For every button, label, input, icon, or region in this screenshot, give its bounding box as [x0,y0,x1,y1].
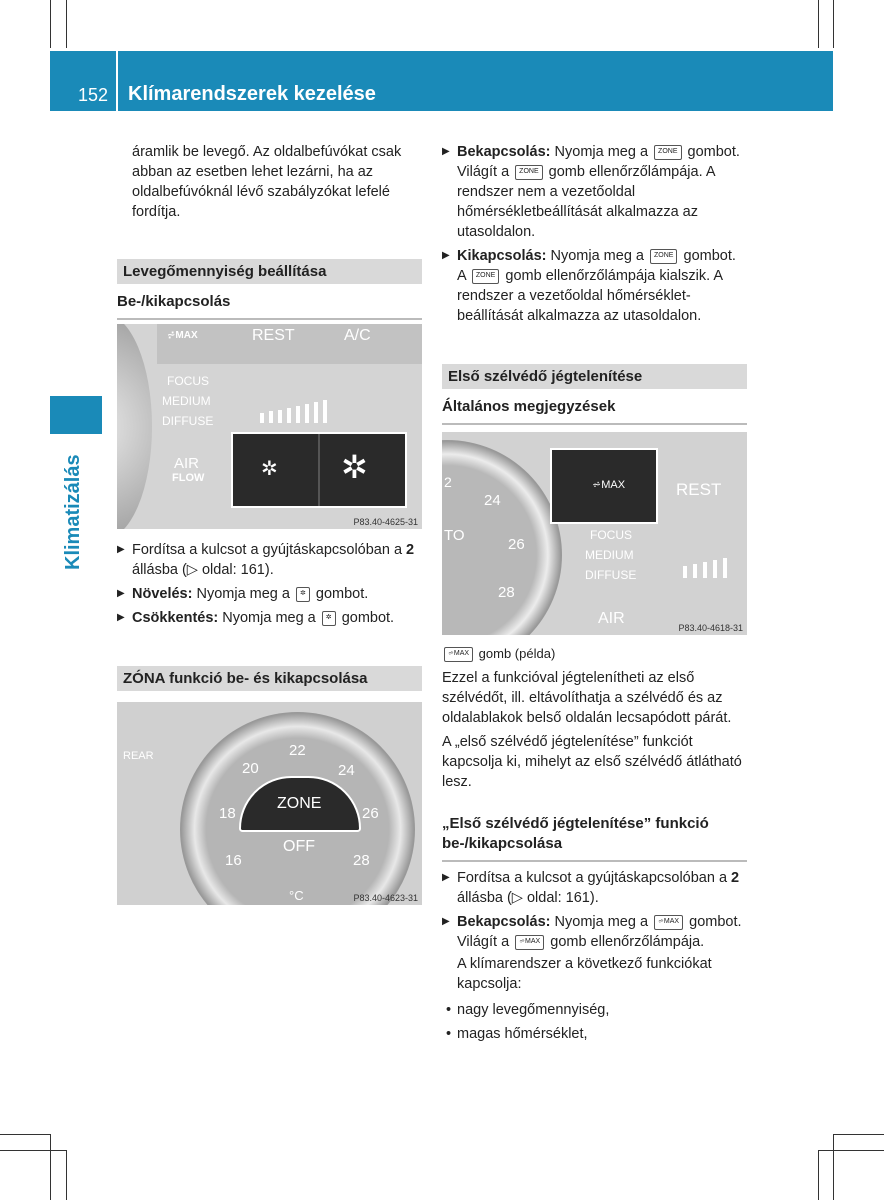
celsius-unit: °C [289,888,304,903]
zone-button-icon: ZONE [654,145,681,160]
temp-24: 24 [338,762,355,779]
focus-label: FOCUS [167,374,209,388]
dot-list-item: • magas hőmérséklet, [442,1024,747,1044]
crop-mark [833,1134,884,1135]
defrost-max-button-icon: ⩫MAX [654,915,683,930]
fan-increase-button-icon: ✲ [296,587,310,602]
climate-panel-photo-1 [117,324,422,529]
crop-mark [66,0,67,48]
bullet-item: ▶ Csökkentés: Nyomja meg a ✲ gombot. [117,608,422,628]
photo-caption: ⩫MAX gomb (példa) [442,644,747,664]
right-lower-column [442,644,747,1044]
zone-panel-photo [117,702,422,905]
focus-label: FOCUS [590,528,632,542]
defrost-max-icon: ⩫ [167,330,176,341]
temp-24: 24 [484,492,501,509]
photo-code: P83.40-4618-31 [678,623,743,633]
bullet-item: ▶ Fordítsa a kulcsot a gyújtáskapcsolóban a 2 állásba (▷ oldal: 161). [442,868,747,908]
medium-label: MEDIUM [162,394,211,408]
max-label: MAX [601,479,626,491]
rest-label: REST [252,327,295,344]
crop-mark [818,0,819,48]
intro-paragraph: áramlik be levegő. Az oldalbefúvókat csak abban az esetben lehet lezárni, ha az oldalbefúvóknál lévő szabályzókat lefelé fordítja. [132,144,402,220]
dot-list-item: • nagy levegőmennyiség, [442,1000,747,1020]
temp-16: 16 [225,852,242,869]
temp-28: 28 [353,852,370,869]
temp-26: 26 [362,805,379,822]
bullet-continuation: Világít a ZONE gomb ellenőrzőlámpája. A rendszer nem a vezetőoldal hőmérsékletbeállítását alkalmazza az utasoldalon. [457,164,715,240]
temp-2: 2 [444,474,452,490]
page-number: 152 [78,85,109,105]
zone-label: ZONE [277,795,322,812]
subsection-heading: Általános megjegyzések [442,397,747,425]
crop-mark [66,1150,67,1200]
defrost-button-highlight [550,448,658,524]
bullet-continuation: Világít a ⩫MAX gomb ellenőrzőlámpája. [457,934,705,950]
air-label: AIR [598,610,625,627]
ac-label: A/C [344,327,371,344]
bullet-continuation: A ZONE gomb ellenőrzőlámpája kialszik. A rendszer a vezetőoldal hőmérséklet-beállítását alkalmazza az utasoldalon. [457,268,723,324]
defrost-max-icon: ⩫ [592,479,602,491]
off-label: OFF [283,838,315,855]
fan-buttons-highlight [231,432,407,508]
page-header [50,51,833,111]
section-heading: ZÓNA funkció be- és kikapcsolása [117,666,422,691]
rear-label: REAR [123,750,154,762]
bullet-continuation: A klímarendszer a következő funkciókat kapcsolja: [457,956,712,992]
section-heading: „Első szélvédő jégtelenítése” funkció be-/kikapcsolása [442,814,747,862]
subsection-heading: Be-/kikapcsolás [117,292,422,320]
crop-mark [0,1134,50,1135]
diffuse-label: DIFFUSE [162,414,214,428]
zone-button-icon: ZONE [650,249,677,264]
fan-decrease-icon: ✲ [261,458,278,480]
photo-code: P83.40-4623-31 [353,893,418,903]
zone-button-icon: ZONE [515,165,542,180]
airflow-level-bars [683,558,727,578]
temp-22: 22 [289,742,306,759]
photo-code: P83.40-4625-31 [353,517,418,527]
crop-mark [0,1150,66,1151]
paragraph: Ezzel a funkcióval jégtelenítheti az első szélvédőt, ill. eltávolíthatja a szélvédő és az oldalablakok belső oldalán lecsapódott párát. [442,670,732,726]
bullet-item: ▶ Bekapcsolás: Nyomja meg a ZONE gombot. [442,142,747,162]
side-tab-label: Klimatizálás [62,454,84,570]
section-heading: Levegőmennyiség beállítása [117,259,422,284]
bullet-item: ▶ Bekapcsolás: Nyomja meg a ⩫MAX gombot. [442,912,747,932]
bullet-item: ▶ Kikapcsolás: Nyomja meg a ZONE gombot. [442,246,747,266]
crop-mark [818,1150,819,1200]
fan-decrease-button-icon: ✲ [322,611,336,626]
flow-label: FLOW [172,472,205,484]
defrost-max-button-icon: ⩫MAX [444,647,473,662]
header-divider [116,51,118,111]
temp-18: 18 [219,805,236,822]
medium-label: MEDIUM [585,548,634,562]
diffuse-label: DIFFUSE [585,568,637,582]
crop-mark [833,0,834,48]
section-heading: Első szélvédő jégtelenítése [442,364,747,389]
crop-mark [818,1150,884,1151]
knob-edge [117,324,152,529]
air-label: AIR [174,455,200,472]
temp-20: 20 [242,760,259,777]
max-label: MAX [175,330,198,341]
defrost-max-button-icon: ⩫MAX [515,935,544,950]
to-label: TO [444,527,465,544]
fan-increase-icon: ✲ [341,449,368,485]
crop-mark [50,0,51,48]
temp-26: 26 [508,536,525,553]
paragraph: A „első szélvédő jégtelenítése” funkciót kapcsolja ki, mihelyt az első szélvédő átlátható lesz. [442,734,742,790]
crop-mark [50,1134,51,1200]
airflow-level-bars [260,400,327,423]
bullet-item: ▶ Növelés: Nyomja meg a ✲ gombot. [117,584,422,604]
left-bullets [117,540,422,691]
bullet-item: ▶ Fordítsa a kulcsot a gyújtáskapcsolóban a 2 állásba (▷ oldal: 161). [117,540,422,580]
side-tab-marker [50,396,102,434]
rest-label: REST [676,480,722,499]
right-column [442,142,747,425]
defrost-panel-photo [442,432,747,635]
crop-mark [833,1134,834,1200]
page-title: Klímarendszerek kezelése [128,83,376,105]
temp-28: 28 [498,584,515,601]
left-column [117,142,422,320]
zone-button-icon: ZONE [472,269,499,284]
